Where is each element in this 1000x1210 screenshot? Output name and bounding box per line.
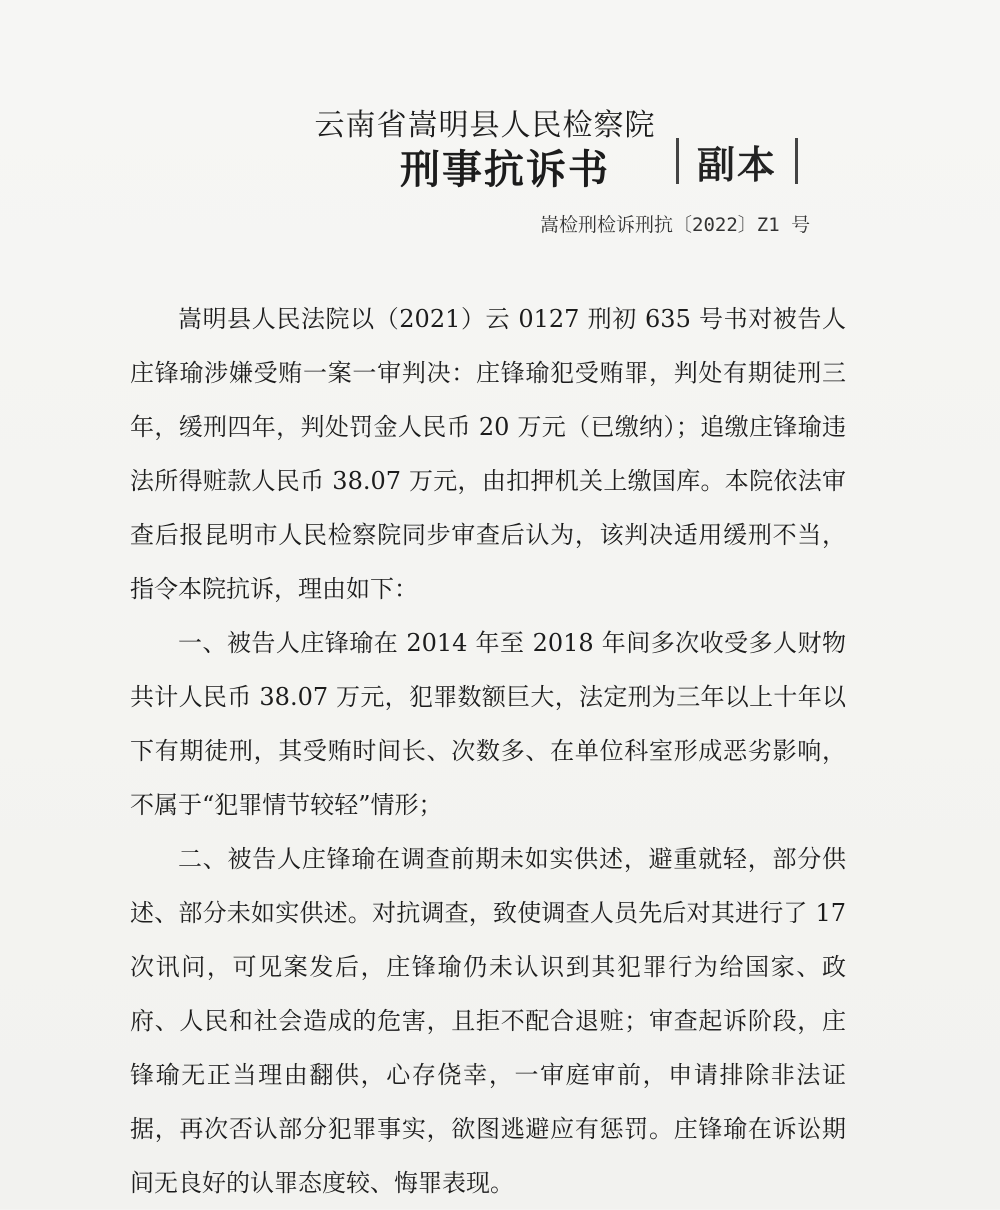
document-title: 刑事抗诉书 (400, 147, 610, 193)
document-body (130, 292, 846, 1210)
document-number: 嵩检刑检诉刑抗〔2022〕Z1 号 (540, 214, 811, 236)
paragraph-judgment: 嵩明县人民法院以（2021）云 0127 刑初 635 号书对被告人庄锋瑜涉嫌受贿一案一审判决：庄锋瑜犯受贿罪，判处有期徒刑三年，缓刑四年，判处罚金人民币 20 万元（已缴纳）；追缴庄锋瑜违法所得赃款人民币 38.07 万元，由扣押机关上缴国库。本院依法审查后报昆明市人民检察院同步审查后认为，该判决适用缓刑不当，指令本院抗诉，理由如下： (130, 305, 846, 603)
copy-stamp: 副本 (676, 138, 798, 184)
paragraph-reason-one: 一、被告人庄锋瑜在 2014 年至 2018 年间多次收受多人财物共计人民币 38.07 万元，犯罪数额巨大，法定刑为三年以上十年以下有期徒刑，其受贿时间长、次数多、在单位科室形成恶劣影响，不属于“犯罪情节较轻”情形； (130, 629, 846, 819)
procuratorate-name-text: 云南省嵩明县人民检察院 (314, 108, 656, 143)
paragraph-reason-two: 二、被告人庄锋瑜在调查前期未如实供述，避重就轻，部分供述、部分未如实供述。对抗调查，致使调查人员先后对其进行了 17 次讯问，可见案发后，庄锋瑜仍未认识到其犯罪行为给国家、政府、人民和社会造成的危害，且拒不配合退赃；审查起诉阶段，庄锋瑜无正当理由翻供，心存侥幸，一审庭审前，申请排除非法证据，再次否认部分犯罪事实，欲图逃避应有惩罚。庄锋瑜在诉讼期间无良好的认罪态度较、悔罪表现。 (130, 845, 846, 1197)
